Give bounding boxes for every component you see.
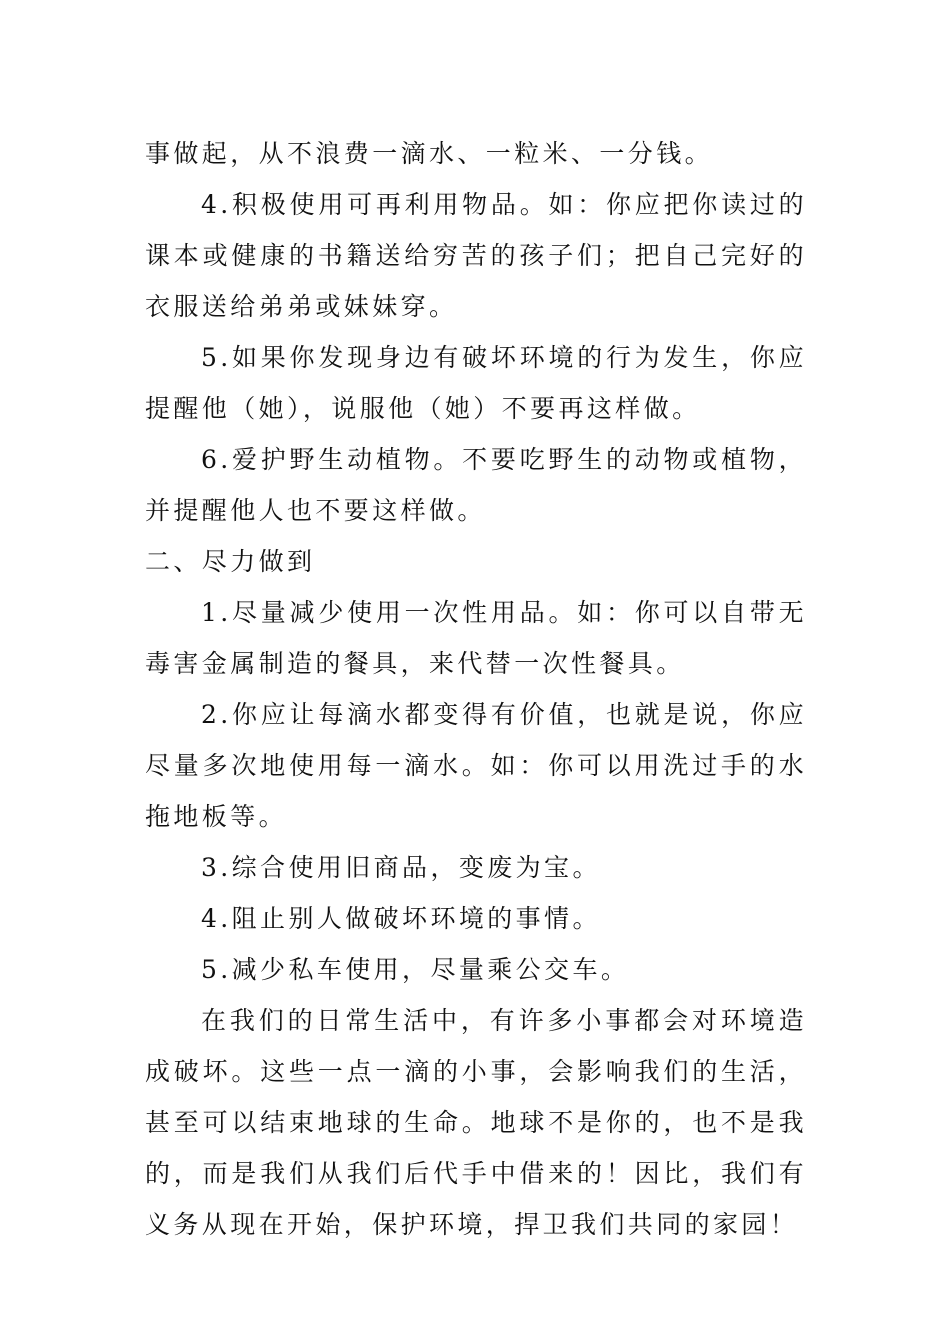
document-body <box>145 128 807 1250</box>
paragraph-item-4-reuse: 4.积极使用可再利用物品。如：你应把你读过的课本或健康的书籍送给穷苦的孩子们；把自己完好的衣服送给弟弟或妹妹穿。 <box>145 190 807 321</box>
paragraph-continuation: 事做起，从不浪费一滴水、一粒米、一分钱。 <box>145 139 714 168</box>
paragraph-item-5-remind: 5.如果你发现身边有破坏环境的行为发生，你应提醒他（她），说服他（她）不要再这样做。 <box>145 343 807 423</box>
paragraph-item-3-recycle: 3.综合使用旧商品，变废为宝。 <box>201 853 601 882</box>
paragraph-item-6-wildlife: 6.爱护野生动植物。不要吃野生的动物或植物，并提醒他人也不要这样做。 <box>145 445 807 525</box>
paragraph-conclusion: 在我们的日常生活中，有许多小事都会对环境造成破坏。这些一点一滴的小事，会影响我们的生活，甚至可以结束地球的生命。地球不是你的，也不是我的，而是我们从我们后代手中借来的！因比，我们有义务从现在开始，保护环境，捍卫我们共同的家园！ <box>145 1006 807 1239</box>
paragraph-item-4-stop: 4.阻止别人做破坏环境的事情。 <box>201 904 601 933</box>
section-heading: 二、尽力做到 <box>145 547 316 576</box>
paragraph-item-2-water: 2.你应让每滴水都变得有价值，也就是说，你应尽量多次地使用每一滴水。如：你可以用洗过手的水拖地板等。 <box>145 700 807 831</box>
paragraph-item-5-transit: 5.减少私车使用，尽量乘公交车。 <box>201 955 630 984</box>
paragraph-item-1-disposables: 1.尽量减少使用一次性用品。如：你可以自带无毒害金属制造的餐具，来代替一次性餐具。 <box>145 598 807 678</box>
